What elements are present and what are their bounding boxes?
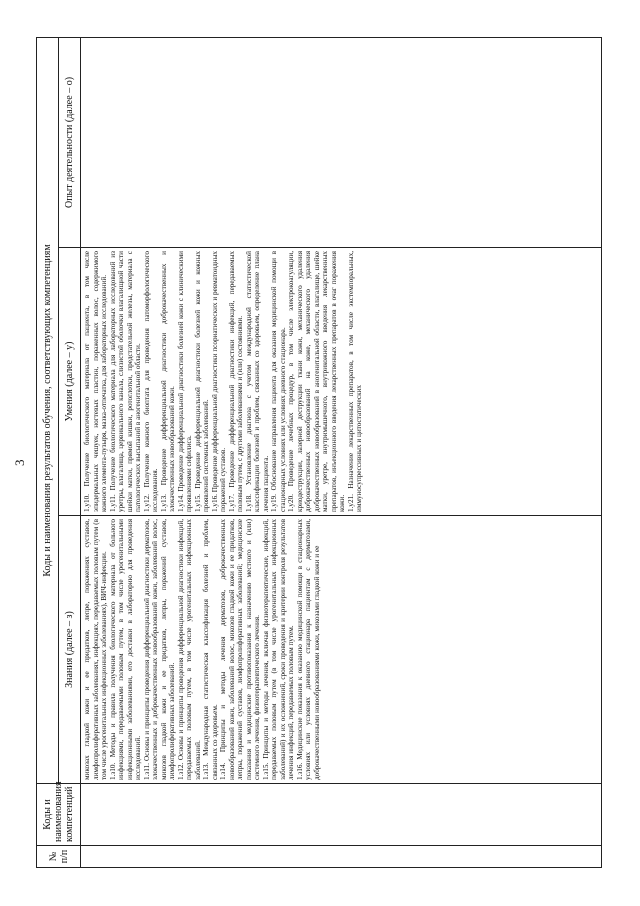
competencies-table bbox=[36, 37, 602, 868]
skill-item: 1.у21. Назначение лекарственных препаратов, в том числе экстемпоральных, иммуносупрессивных и цитостатических bbox=[346, 251, 363, 512]
skill-item: 1.у11. Получение биологического материала для лабораторных исследований из уретры, влагалища, цервикального канала, слизистой оболочки влагалищной части шейки матки, прямой кишки, ротоглотки, предстательной железы, материала с патологических высыпаний в аногенитальной области. bbox=[108, 251, 142, 512]
skill-item: 1.у15. Проведение дифференциальной диагностики болезней кожи и кожных проявлений системных заболеваний. bbox=[193, 251, 210, 512]
knowledge-item: 1.з12. Основы и принципы проведения дифференциальной диагностики инфекций, передаваемых половым путем, в том числе урогенитальных инфекционных заболеваний. bbox=[176, 519, 202, 780]
skills-cell bbox=[81, 248, 602, 516]
cell-codes bbox=[81, 784, 602, 846]
knowledge-item: 1.з11. Основы и принципы проведения дифференциальной диагностики дерматозов, злокачественных и доброкачественных новообразований кожи, заболеваний волос, микозов гладкой кожи и ее придатков, лепры, поражений суставов, лимфопролиферативных заболеваний. bbox=[142, 519, 176, 780]
knowledge-cell bbox=[81, 516, 602, 784]
skill-item: 1.у16. Проведение дифференциальной диагностики псориатических и ревматоидных поражений суставов. bbox=[210, 251, 227, 512]
knowledge-item: 1.з10. Методы и правила получения биологического материала от больного инфекциями, передаваемыми половым путем, в том числе урогенитальными инфекционными заболеваниями, его доставки в лабораторию для проведения исследований. bbox=[108, 519, 142, 780]
knowledge-item: 1.з15. Принципы и методы лечения, включая физиотерапевтические, инфекций, передаваемых половым путем (в том числе урогенитальных инфекционных заболеваний) и их осложнений, сроки проведения и критерии контроля результатов лечения инфекций, передаваемых половым путем. bbox=[261, 519, 295, 780]
header-knowledge: Знания (далее – з) bbox=[59, 516, 81, 784]
knowledge-item: 1.з13. Международная статистическая классификация болезней и проблем, связанных со здоровьем. bbox=[202, 519, 219, 780]
header-num: № п/п bbox=[37, 846, 81, 868]
skill-item: 1.у17. Проведение дифференциальной диагностики инфекций, передаваемых половым путем, с другими заболеваниями и (или) состояниями. bbox=[227, 251, 244, 512]
header-codes: Коды и наименования компетенций bbox=[37, 784, 81, 846]
header-results-group: Коды и наименования результатов обучения, соответствующих компетенциям bbox=[37, 38, 59, 784]
skill-item: 1.у18. Установление диагноза с учетом международной статистической классификации болезней и проблем, связанных со здоровьем, определение плана лечения пациента. bbox=[244, 251, 270, 512]
skill-item: 1.у10. Получение биологического материала от пациента, в том числе эпидермальных чешуек, ногтевых пластин, пораженных волос, содержимого кожного элемента-пузыря, мазка-отпечатка, для лабораторных исследований. bbox=[83, 251, 108, 512]
skill-item: 1.у14. Проведение дифференциальной диагностики болезней кожи с клиническими проявлениями сифилиса. bbox=[176, 251, 193, 512]
skill-item: 1.у13. Проведение дифференциальной диагностики доброкачественных и злокачественных новообразований кожи. bbox=[159, 251, 176, 512]
header-experience: Опыт деятельности (далее – о) bbox=[59, 38, 81, 248]
knowledge-item: 1.з16. Медицинские показания к оказанию медицинской помощи в стационарных условиях или условиях дневного стационара пациентам с дерматозами, доброкачественными новообразованиями кожи, микозами гладкой кожи и ее bbox=[295, 519, 321, 780]
experience-cell bbox=[81, 38, 602, 248]
knowledge-item: 1.з14. Принципы и методы лечения дерматозов, доброкачественных новообразований кожи, заболеваний волос, микозов гладкой кожи и ее придатков, лепры, поражений суставов, лимфопролиферативных заболеваний; медицинские показания и медицинские противопоказания к назначению местного и (или) системного лечения, физиотерапевтического лечения. bbox=[219, 519, 261, 780]
skill-item: 1.у19. Обоснование направления пациента для оказания медицинской помощи в стационарных условиях или условиях дневного стационара. bbox=[270, 251, 287, 512]
cell-num bbox=[81, 846, 602, 868]
skill-item: 1.у20. Проведение лечебных процедур, в том числе электрокоагуляции, криодеструкции, лазерной деструкции ткани кожи, механического удаления доброкачественных новообразований на коже, механического удаления доброкачественных новообразований в аногенитальной области, влагалище, шейке матки, уретре, внутримышечного, внутрикожного введения лекарственных препаратов, инъекционного введения лекарственных препаратов в очаг поражения кожи. bbox=[287, 251, 346, 512]
skill-item: 1.у12. Получение кожного биоптата для проведения патоморфологического исследования. bbox=[142, 251, 159, 512]
header-skills: Умения (далее – у) bbox=[59, 248, 81, 516]
page-number: 3 bbox=[12, 459, 27, 466]
knowledge-item: микозах гладкой кожи и ее придатков, лепре, поражениях суставов, лимфопролиферативных заболеваниях, инфекциях, передаваемых половым путем (в том числе урогенитальных инфекционных заболеваниях), ВИЧ-инфекции. bbox=[83, 519, 108, 780]
